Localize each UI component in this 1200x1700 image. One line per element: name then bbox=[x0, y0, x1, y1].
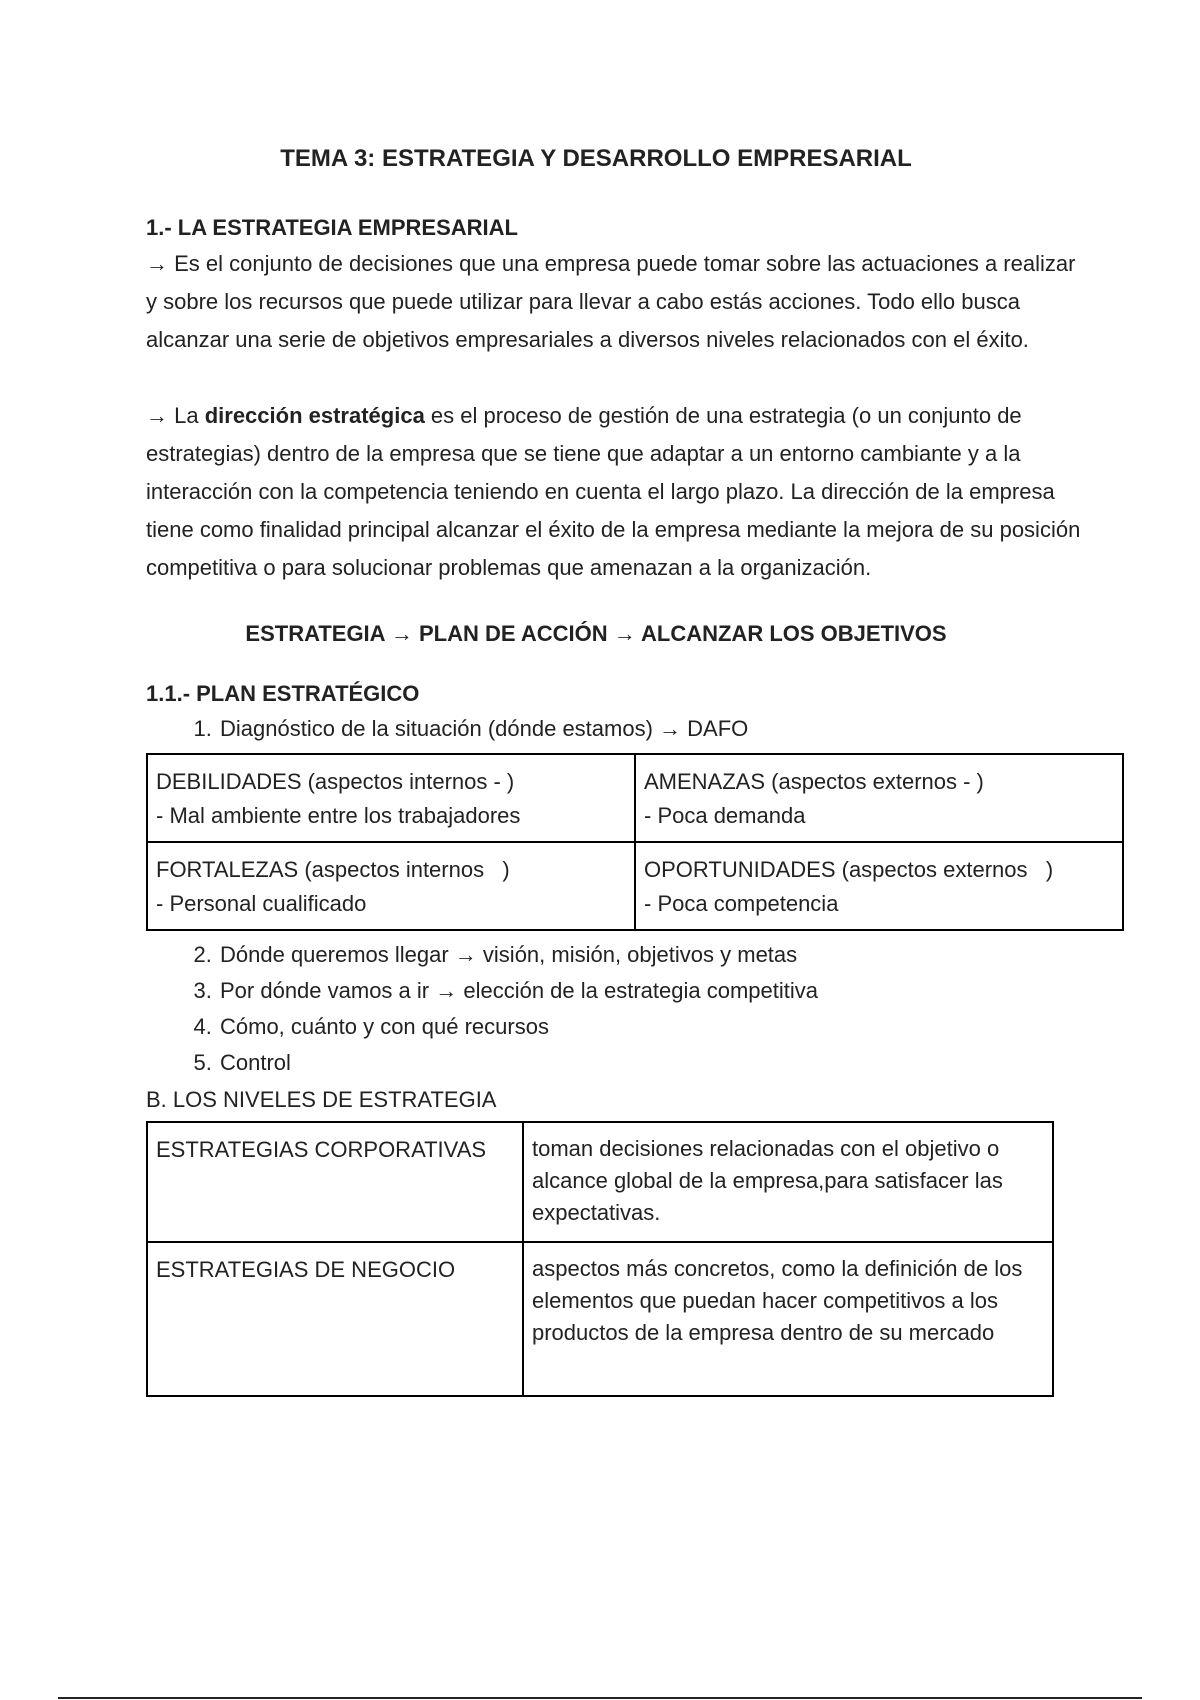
page-bottom-divider bbox=[58, 1697, 1142, 1699]
strategy-level-description: toman decisiones relacionadas con el objetivo o alcance global de la empresa,para satisfacer las expectativas. bbox=[523, 1122, 1053, 1242]
section-1-heading: 1.- LA ESTRATEGIA EMPRESARIAL bbox=[146, 215, 518, 240]
dafo-oportunidades-cell bbox=[635, 842, 1123, 930]
strategy-level-name: ESTRATEGIAS CORPORATIVAS bbox=[147, 1122, 523, 1242]
direccion-estrategica-term: dirección estratégica bbox=[204, 403, 425, 428]
oportunidades-title: OPORTUNIDADES (aspectos externos ) bbox=[644, 857, 1054, 882]
fortalezas-item: - Personal cualificado bbox=[156, 891, 367, 916]
strategy-level-description: aspectos más concretos, como la definición de los elementos que puedan hacer competitivos a los productos de la empresa dentro de su mercado bbox=[523, 1242, 1053, 1396]
para2-prefix: → La bbox=[146, 403, 205, 428]
strategy-level-row bbox=[147, 1242, 1053, 1396]
plan-step-5: 5. Control bbox=[218, 1045, 1086, 1081]
dafo-table bbox=[146, 753, 1124, 931]
strategy-flow-line: ESTRATEGIA → PLAN DE ACCIÓN → ALCANZAR LOS OBJETIVOS bbox=[245, 621, 947, 646]
amenazas-title: AMENAZAS (aspectos externos - ) bbox=[644, 769, 984, 794]
plan-steps-list-start bbox=[146, 711, 1086, 747]
plan-step-3: 3. Por dónde vamos a ir → elección de la estrategia competitiva bbox=[218, 973, 1086, 1009]
section-1-paragraph-definition: → Es el conjunto de decisiones que una empresa puede tomar sobre las actuaciones a realizar y sobre los recursos que puede utilizar para llevar a cabo estás acciones. Todo ello busca alcanzar una serie de objetivos empresariales a diversos niveles relacionados con el éxito. bbox=[146, 251, 1076, 352]
dafo-row-top bbox=[147, 754, 1123, 842]
document-content bbox=[146, 145, 1086, 1397]
strategy-levels-table bbox=[146, 1121, 1054, 1397]
plan-step-4: 4. Cómo, cuánto y con qué recursos bbox=[218, 1009, 1086, 1045]
debilidades-item: - Mal ambiente entre los trabajadores bbox=[156, 803, 521, 828]
oportunidades-item: - Poca competencia bbox=[644, 891, 839, 916]
section-1-1-heading: 1.1.- PLAN ESTRATÉGICO bbox=[146, 681, 420, 706]
plan-steps-list-continued bbox=[146, 937, 1086, 1081]
plan-step-1: 1. Diagnóstico de la situación (dónde estamos) → DAFO bbox=[218, 711, 1086, 747]
fortalezas-title: FORTALEZAS (aspectos internos ) bbox=[156, 857, 510, 882]
para2-rest: es el proceso de gestión de una estrategia (o un conjunto de estrategias) dentro de la empresa que se tiene que adaptar a un entorno cambiante y a la interacción con la competencia teniendo en cuenta el largo plazo. La dirección de la empresa tiene como finalidad principal alcanzar el éxito de la empresa mediante la mejora de su posición competitiva o para solucionar problemas que amenazan a la organización. bbox=[146, 403, 1081, 580]
strategy-level-row bbox=[147, 1122, 1053, 1242]
plan-step-2: 2. Dónde queremos llegar → visión, misión, objetivos y metas bbox=[218, 937, 1086, 973]
dafo-debilidades-cell bbox=[147, 754, 635, 842]
amenazas-item: - Poca demanda bbox=[644, 803, 806, 828]
dafo-amenazas-cell bbox=[635, 754, 1123, 842]
paragraph-gap bbox=[146, 359, 1086, 397]
dafo-row-bottom bbox=[147, 842, 1123, 930]
document-title: TEMA 3: ESTRATEGIA Y DESARROLLO EMPRESARIAL bbox=[280, 145, 912, 172]
section-b-heading: B. LOS NIVELES DE ESTRATEGIA bbox=[146, 1087, 497, 1112]
debilidades-title: DEBILIDADES (aspectos internos - ) bbox=[156, 769, 515, 794]
strategy-level-name: ESTRATEGIAS DE NEGOCIO bbox=[147, 1242, 523, 1396]
section-1-paragraph-direccion bbox=[146, 397, 1086, 587]
dafo-fortalezas-cell bbox=[147, 842, 635, 930]
